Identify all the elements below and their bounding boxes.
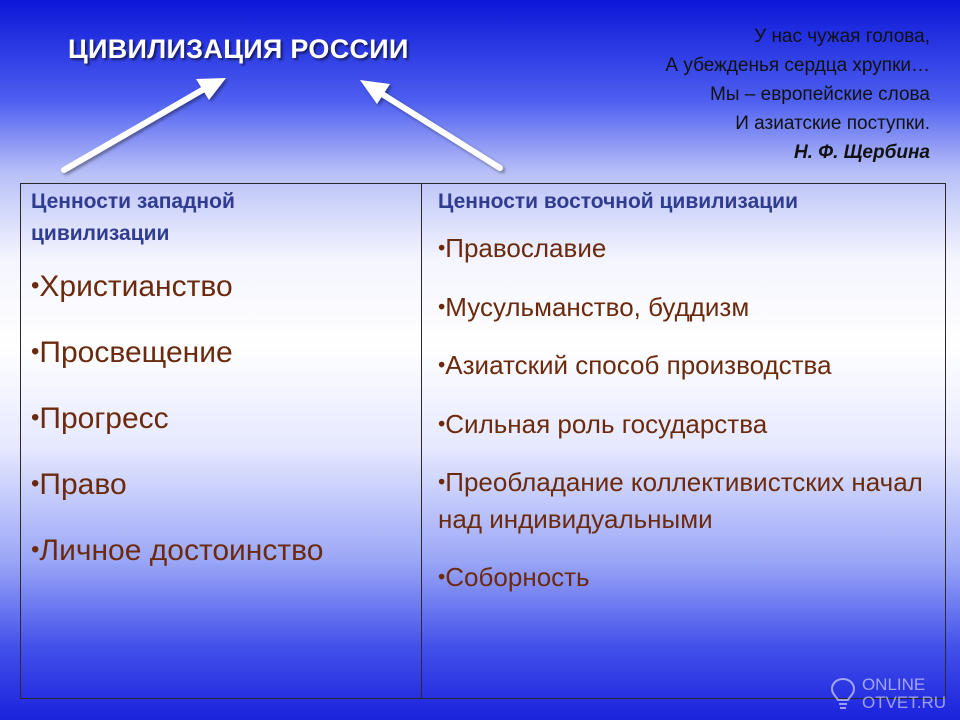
west-column [21,184,421,592]
west-heading-line: цивилизации [31,222,170,245]
list-item [438,406,945,443]
list-item [31,460,421,526]
item-text: Право [39,467,127,501]
item-text: Сильная роль государства [445,408,768,439]
quote-author: Н. Ф. Щербина [793,142,930,163]
list-item [31,394,421,460]
bullet: • [438,295,446,319]
item-text: Мусульманство, буддизм [445,291,750,322]
west-heading-line: Ценности западной [31,190,235,213]
bullet: • [438,470,446,494]
west-heading [31,186,421,250]
item-text: Преобладание коллективистских начал над индивидуальными [438,467,923,534]
list-item [438,230,945,267]
epigraph [665,22,930,167]
right-arrow-icon [360,80,500,168]
quote-line: А убежденья сердца хрупки… [665,55,930,76]
item-text: Просвещение [39,335,233,369]
watermark-line: OTVET.RU [861,693,946,712]
quote-line: Мы – европейские слова [710,84,930,105]
list-item [438,559,945,596]
lightbulb-icon [830,677,856,711]
item-text: Прогресс [39,401,169,435]
list-item [438,289,945,326]
watermark [830,676,946,712]
east-heading: Ценности восточной цивилизации [438,190,798,213]
bullet: • [31,338,40,365]
bullet: • [438,353,446,377]
east-column [422,184,945,617]
item-text: Азиатский способ производства [445,350,832,381]
item-text: Христианство [39,269,233,303]
slide-title: ЦИВИЛИЗАЦИЯ РОССИИ [68,34,409,64]
bullet: • [31,272,40,299]
list-item [438,464,945,537]
watermark-text [862,676,946,712]
east-list [438,230,945,595]
list-item [31,328,421,394]
watermark-line: ONLINE [861,675,926,694]
bullet: • [31,536,40,563]
values-table [20,183,946,699]
bullet: • [31,470,40,497]
west-list [31,262,421,592]
bullet: • [438,236,446,260]
quote-line: И азиатские поступки. [735,113,930,134]
list-item [438,347,945,384]
bullet: • [438,412,446,436]
item-text: Личное достоинство [39,533,324,567]
left-arrow-icon [64,78,226,170]
quote-line: У нас чужая голова, [754,26,930,47]
list-item [31,526,421,592]
bullet: • [438,565,446,589]
bullet: • [31,404,40,431]
item-text: Соборность [445,561,590,592]
list-item [31,262,421,328]
item-text: Православие [445,233,607,263]
